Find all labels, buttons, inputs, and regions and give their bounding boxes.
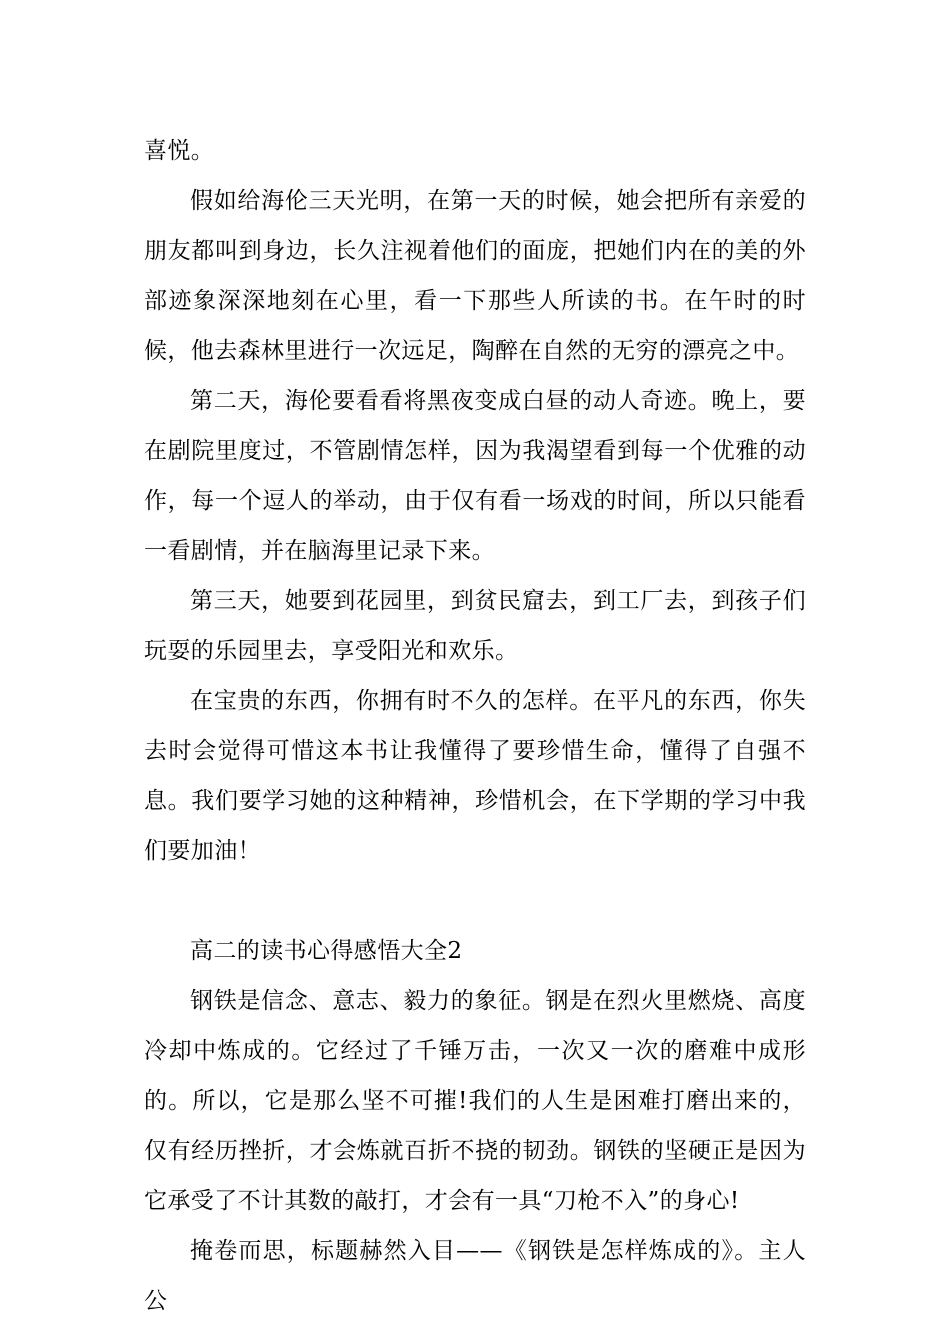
section-gap xyxy=(144,876,806,926)
paragraph-steel-title: 掩卷而思，标题赫然入目——《钢铁是怎样炼成的》。主人公 xyxy=(144,1238,806,1314)
paragraph-day-one: 假如给海伦三天光明，在第一天的时候，她会把所有亲爱的朋友都叫到身边，长久注视着他们的面庞，把她们内在的美的外部迹象深深地刻在心里，看一下那些人所读的书。在午时的时候，他去森林里进行一次远足，陶醉在自然的无穷的漂亮之中。 xyxy=(144,188,806,364)
document-page xyxy=(144,126,806,1326)
paragraph-steel-symbol: 钢铁是信念、意志、毅力的象征。钢是在烈火里燃烧、高度冷却中炼成的。它经过了千锤万击，一次又一次的磨难中成形的。所以，它是那么坚不可摧!我们的人生是困难打磨出来的，仅有经历挫折，才会炼就百折不挠的韧劲。钢铁的坚硬正是因为它承受了不计其数的敲打，才会有一具“刀枪不入”的身心! xyxy=(144,988,806,1214)
section-heading: 高二的读书心得感悟大全2 xyxy=(190,938,463,964)
paragraph-day-three: 第三天，她要到花园里，到贫民窟去，到工厂去，到孩子们玩耍的乐园里去，享受阳光和欢乐。 xyxy=(144,588,806,664)
paragraph-continuation: 喜悦。 xyxy=(144,138,215,164)
paragraph-day-two: 第二天，海伦要看看将黑夜变成白昼的动人奇迹。晚上，要在剧院里度过，不管剧情怎样，因为我渴望看到每一个优雅的动作，每一个逗人的举动，由于仅有看一场戏的时间，所以只能看一看剧情，并在脑海里记录下来。 xyxy=(144,388,806,564)
paragraph-reflection: 在宝贵的东西，你拥有时不久的怎样。在平凡的东西，你失去时会觉得可惜这本书让我懂得了要珍惜生命，懂得了自强不息。我们要学习她的这种精神，珍惜机会，在下学期的学习中我们要加油！ xyxy=(144,688,806,864)
